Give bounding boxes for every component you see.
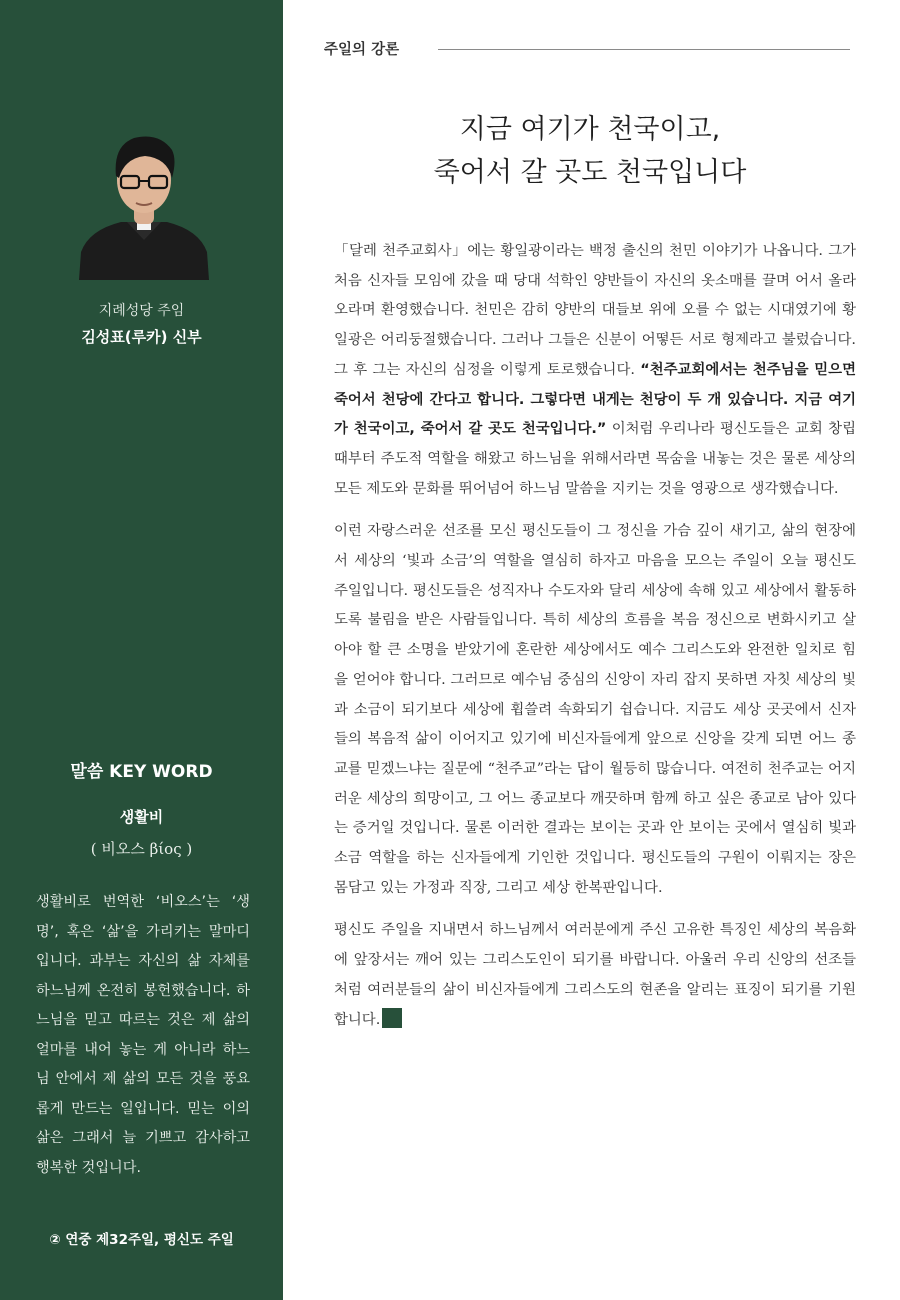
paragraph-1-intro: 「달레 천주교회사」에는 황일광이라는 백정 출신의 천민 이야기가 나옵니다. 그가 처음 신자들 모임에 갔을 때 당대 석학인 양반들이 자신의 옷소매를 끌며 어서 올라오라며 환영했습니다. 천민은 감히 양반의 대들보 위에 오를 수 없는 시대였기에 황일광은 어리둥절했습니다. 그러나 그들은 신분이 어떻든 서로 형제라고 불렀습니다. 그 후 그는 자신의 심정을 이렇게 토로했습니다. (334, 243, 856, 378)
paragraph-3-text: 평신도 주일을 지내면서 하느님께서 여러분에게 주신 고유한 특징인 세상의 복음화에 앞장서는 깨어 있는 그리스도인이 되기를 바랍니다. 아울러 우리 신앙의 선조들처럼 여러분들의 삶이 비신자들에게 그리스도의 현존을 알리는 표징이 되기를 기원합니다. (334, 922, 856, 1028)
sidebar (0, 0, 283, 1300)
keyword-greek-term: ( 비오스 βίος ) (90, 840, 193, 858)
section-label: 주일의 강론 (324, 42, 400, 58)
author-photo (79, 128, 209, 280)
end-mark-icon (382, 1008, 402, 1028)
article-title-line-1: 지금 여기가 천국이고, (459, 114, 721, 145)
author-name: 김성표(루카) 신부 (81, 328, 202, 346)
article-body (334, 237, 856, 1048)
article-title-line-2: 죽어서 갈 곳도 천국입니다 (433, 157, 747, 188)
header-divider (438, 49, 850, 50)
keyword-term: 생활비 (119, 808, 164, 826)
article-paragraph-1 (334, 237, 856, 504)
article-paragraph-2: 이런 자랑스러운 선조를 모신 평신도들이 그 정신을 가슴 깊이 새기고, 삶의 현장에서 세상의 ‘빛과 소금’의 역할을 열심히 하자고 마음을 모으는 주일이 오늘 평신도 주일입니다. 평신도들은 성직자나 수도자와 달리 세상에 속해 있고 세상에서 활동하도록 불림을 받은 사람들입니다. 특히 세상의 흐름을 복음 정신으로 변화시키고 살아야 할 큰 소명을 받았기에 혼란한 세상에서도 예수 그리스도와 완전한 일치로 힘을 얻어야 합니다. 그러므로 예수님 중심의 신앙이 자리 잡지 못하면 자칫 세상의 빛과 소금이 되기보다 세상에 휩쓸려 속화되기 쉽습니다. 지금도 세상 곳곳에서 신자들의 복음적 삶이 이어지고 있기에 비신자들에게 앞으로 신앙을 갖게 되면 어느 종교를 믿겠느냐는 질문에 “천주교”라는 답이 월등히 많습니다. 여전히 천주교는 어지러운 세상의 희망이고, 그 어느 종교보다 깨끗하며 함께 하고 싶은 종교로 남아 있다는 증거일 것입니다. 물론 이러한 결과는 보이는 곳과 안 보이는 곳에서 열심히 빛과 소금 역할을 하는 신자들에게 기인한 것입니다. 평신도들의 구원이 이뤄지는 장은 몸담고 있는 가정과 직장, 그리고 세상 한복판입니다. (334, 523, 856, 896)
highlighted-quote: “천주교회에서는 천주님을 믿으면 죽어서 천당에 간다고 합니다. 그렇다면 내게는 천당이 두 개 있습니다. 지금 여기가 천국이고, 죽어서 갈 곳도 천국입니다.” (334, 361, 856, 438)
author-parish: 지례성당 주임 (98, 303, 185, 319)
keyword-section-title: 말씀 KEY WORD (70, 762, 213, 782)
article-paragraph-3 (334, 916, 856, 1035)
page-footer-liturgical-day: ② 연중 제32주일, 평신도 주일 (49, 1232, 234, 1248)
article-title (330, 108, 850, 194)
paragraph-1-conclusion: 이처럼 우리나라 평신도들은 교회 창립 때부터 주도적 역할을 해왔고 하느님을 위해서라면 목숨을 내놓는 것은 물론 세상의 모든 제도와 문화를 뛰어넘어 하느님 말씀을 지키는 것을 영광으로 생각했습니다. (334, 421, 856, 497)
keyword-explanation: 생활비로 번역한 ‘비오스’는 ‘생명’, 혹은 ‘삶’을 가리키는 말마디입니다. 과부는 자신의 삶 자체를 하느님께 온전히 봉헌했습니다. 하느님을 믿고 따르는 것은 제 삶의 얼마를 내어 놓는 게 아니라 하느님 안에서 제 삶의 모든 것을 풍요롭게 만드는 일입니다. 믿는 이의 삶은 그래서 늘 기쁘고 감사하고 행복한 것입니다. (36, 894, 250, 1176)
